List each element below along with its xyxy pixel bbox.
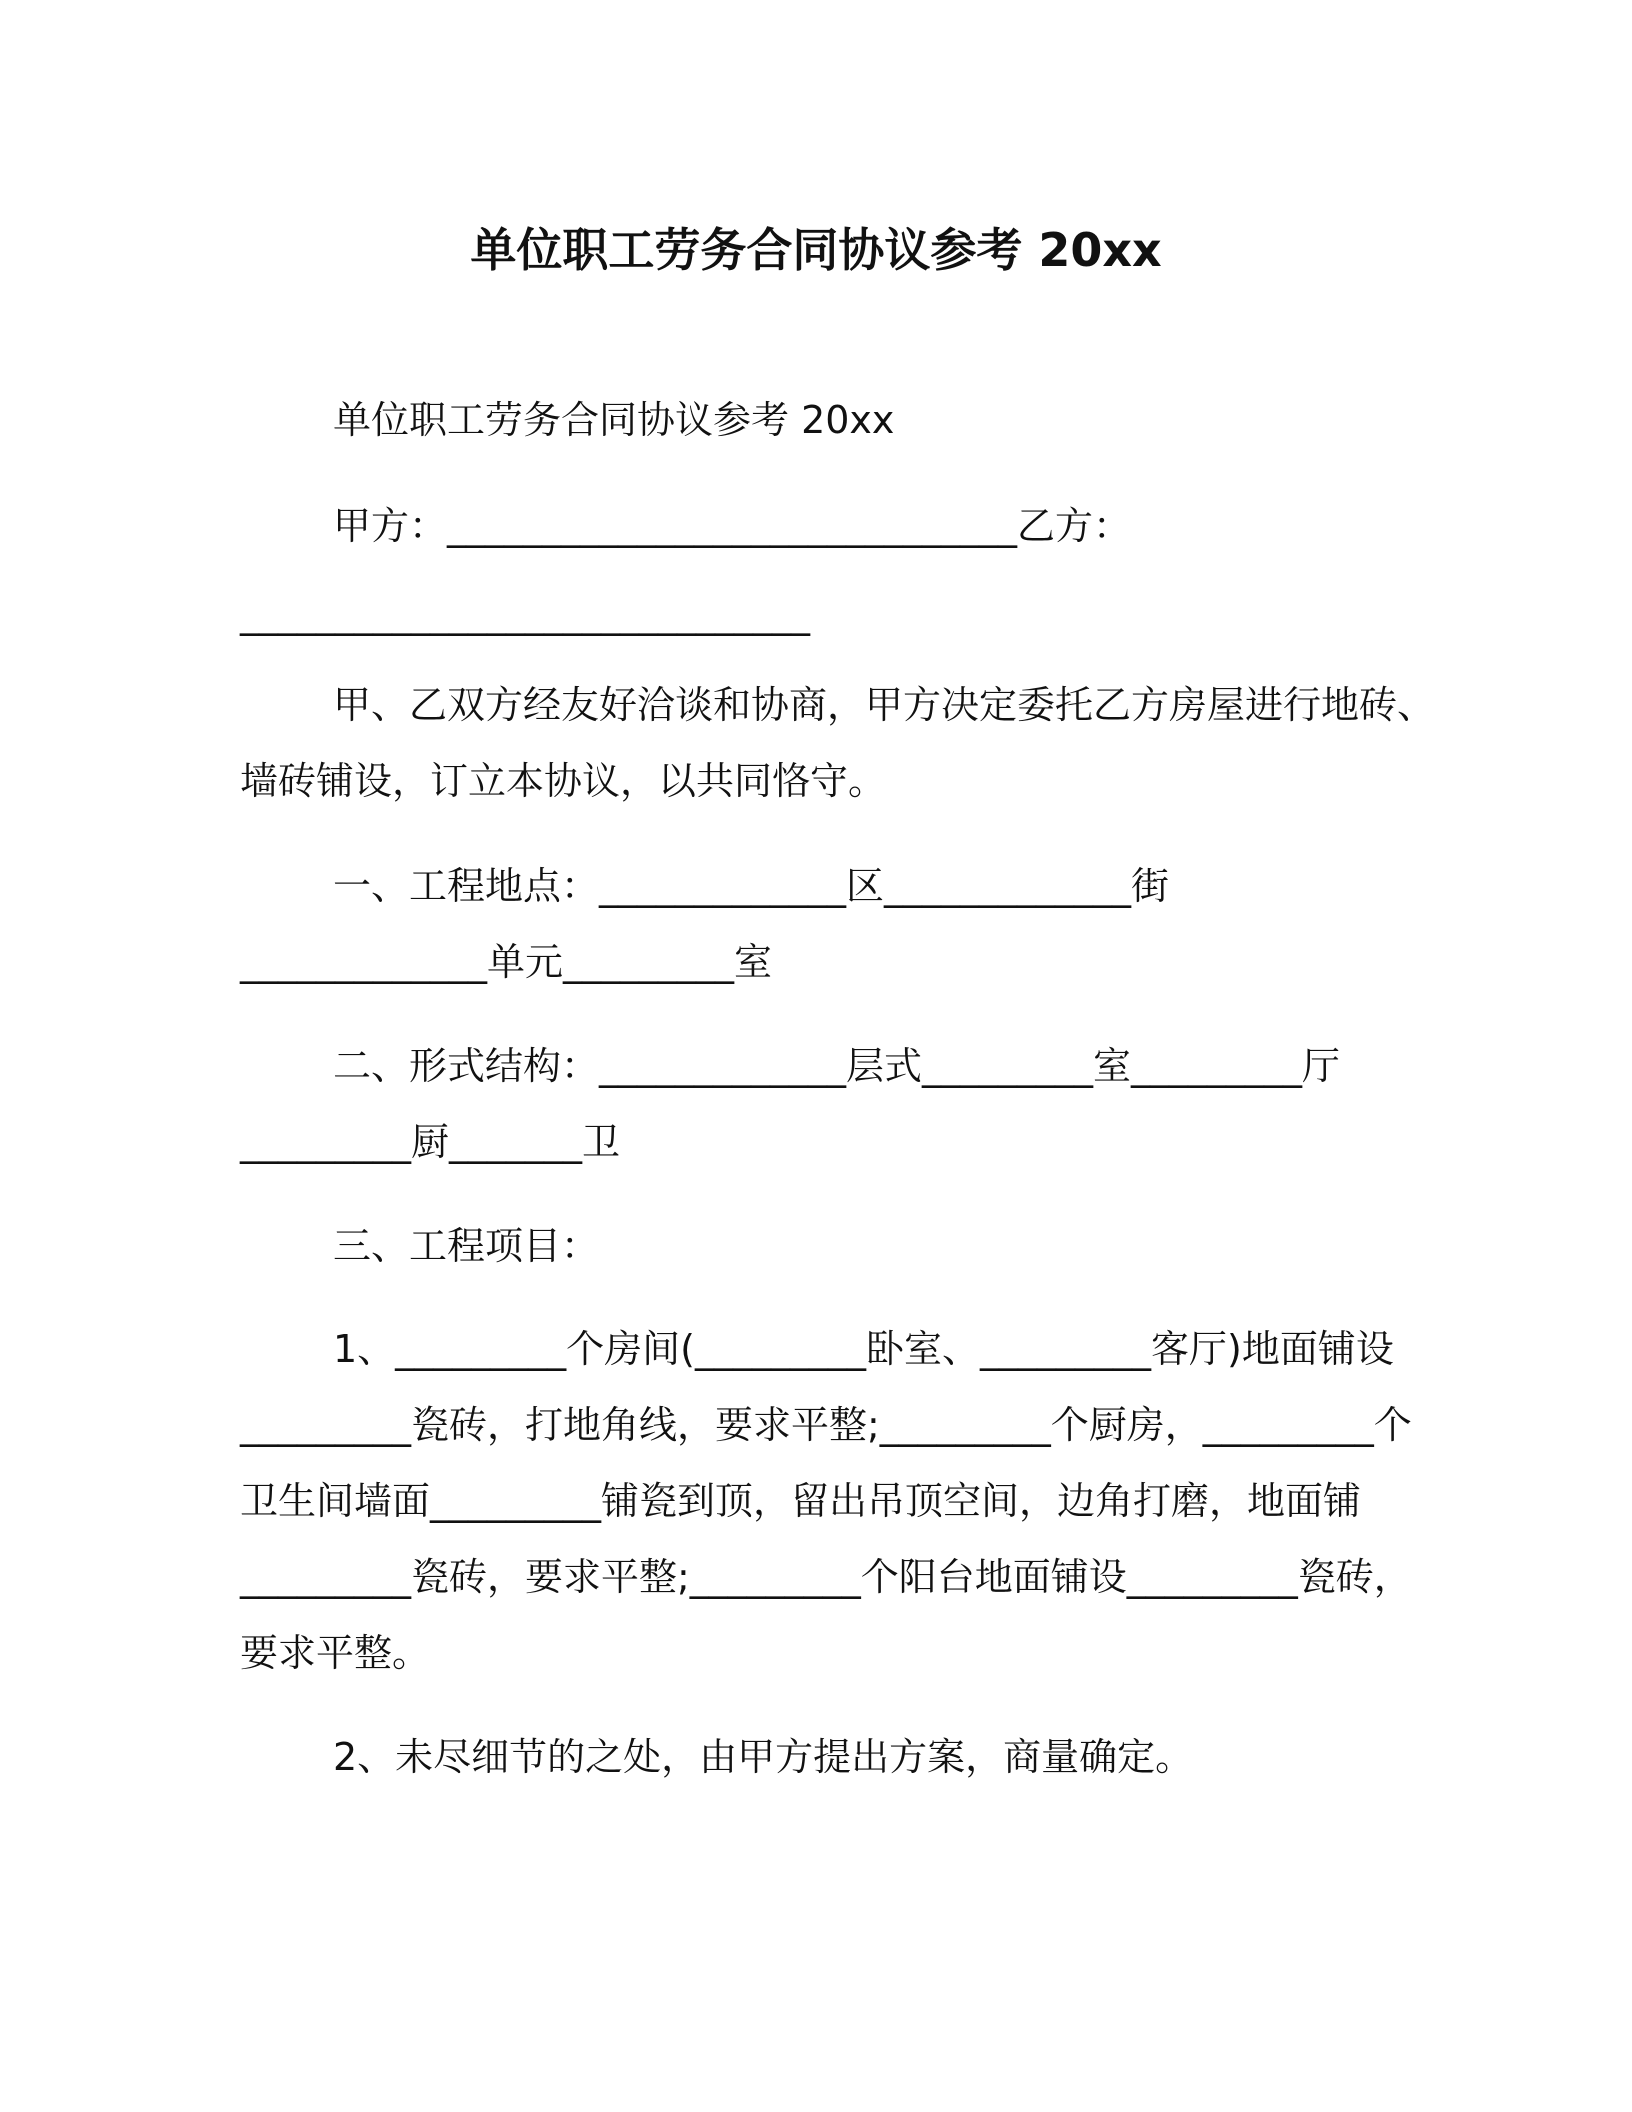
- parties-line-1: 甲方：______________________________乙方：: [333, 504, 1132, 548]
- item-1-line-4: _________瓷砖，要求平整;_________个阳台地面铺设_________瓷砖，: [240, 1555, 1412, 1599]
- structure-line-1: 二、形式结构：_____________层式_________室_________厅: [333, 1044, 1341, 1088]
- item-1-line-1: 1、_________个房间(_________卧室、_________客厅)地面铺设: [333, 1327, 1394, 1371]
- item-1-line-5: 要求平整。: [240, 1631, 431, 1675]
- document-title: 单位职工劳务合同协议参考 20xx: [470, 223, 1162, 277]
- item-1-line-3: 卫生间墙面_________铺瓷到顶，留出吊顶空间，边角打磨，地面铺: [240, 1479, 1362, 1523]
- location-line-1: 一、工程地点：_____________区_____________街: [333, 864, 1170, 908]
- intro-paragraph-line-1: 甲、乙双方经友好洽谈和协商，甲方决定委托乙方房屋进行地砖、: [333, 683, 1436, 727]
- structure-line-2: _________厨_______卫: [240, 1120, 621, 1164]
- items-heading: 三、工程项目：: [333, 1224, 600, 1268]
- parties-line-2: ______________________________: [240, 592, 810, 636]
- item-1-line-2: _________瓷砖，打地角线，要求平整;_________个厨房，_________个: [240, 1403, 1412, 1447]
- location-line-2: _____________单元_________室: [240, 940, 773, 984]
- document-subtitle: 单位职工劳务合同协议参考 20xx: [333, 398, 895, 442]
- item-2: 2、未尽细节的之处，由甲方提出方案，商量确定。: [333, 1735, 1194, 1779]
- intro-paragraph-line-2: 墙砖铺设，订立本协议，以共同恪守。: [240, 759, 887, 803]
